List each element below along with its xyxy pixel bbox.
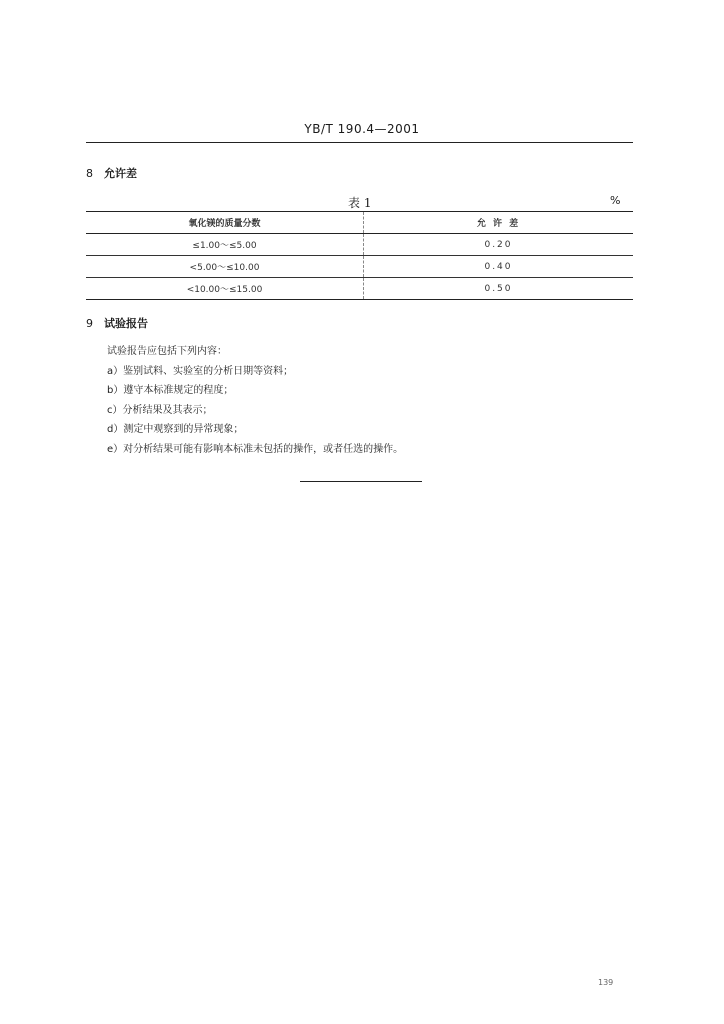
list-item: d）测定中观察到的异常现象； — [107, 424, 244, 435]
document-code-header: YB/T 190.4—2001 — [304, 122, 420, 136]
section-8-heading — [86, 165, 137, 181]
report-intro: 试验报告应包括下列内容： — [107, 346, 227, 357]
list-item: c）分析结果及其表示； — [107, 404, 213, 416]
list-item: a）鉴别试料、实验室的分析日期等资料； — [107, 365, 294, 377]
header-rule — [86, 142, 633, 143]
list-item: e）对分析结果可能有影响本标准未包括的操作，或者任选的操作。 — [107, 443, 404, 455]
section-8-number: 8 — [86, 167, 93, 180]
table-unit: % — [610, 194, 621, 207]
table-header-row — [86, 212, 633, 234]
table-row — [86, 234, 633, 256]
table-cell-range: <5.00～≤10.00 — [86, 256, 364, 278]
table-cell-range: <10.00～≤15.00 — [86, 278, 364, 300]
table-caption: 表 1 — [348, 196, 372, 210]
end-of-document-rule — [300, 481, 422, 482]
report-contents — [107, 342, 403, 459]
table-cell-tolerance: 0.20 — [364, 234, 634, 256]
table-row — [86, 256, 633, 278]
section-9-number: 9 — [86, 317, 93, 330]
tolerance-table — [86, 211, 633, 300]
section-9-title: 试验报告 — [104, 317, 148, 330]
section-8-title: 允许差 — [104, 167, 137, 180]
column-header-tolerance: 允 许 差 — [364, 212, 634, 234]
list-item: b）遵守本标准规定的程度； — [107, 385, 234, 396]
table-cell-tolerance: 0.50 — [364, 278, 634, 300]
column-header-mgo-mass-fraction: 氧化镁的质量分数 — [86, 212, 364, 234]
table-row — [86, 278, 633, 300]
page-number: 139 — [598, 978, 614, 987]
table-cell-tolerance: 0.40 — [364, 256, 634, 278]
table-cell-range: ≤1.00～≤5.00 — [86, 234, 364, 256]
section-9-heading — [86, 315, 148, 331]
